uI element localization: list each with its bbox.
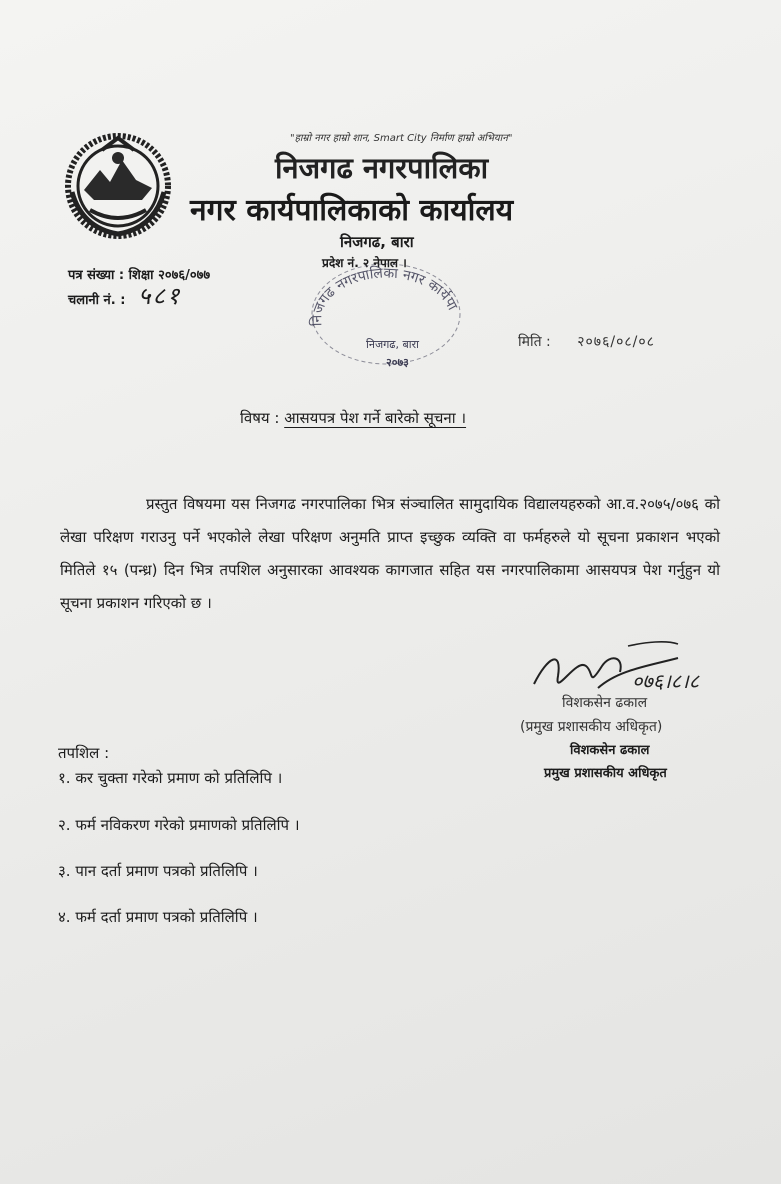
subject-line (240, 408, 466, 428)
signatory-title: (प्रमुख प्रशासकीय अधिकृत) (520, 719, 663, 735)
reference-block (68, 266, 210, 311)
list-item: १. कर चुक्ता गरेको प्रमाण को प्रतिलिपि । (58, 769, 283, 787)
office-seal-stamp (300, 262, 470, 374)
subject-label: विषय : (240, 409, 280, 427)
municipality-emblem-logo (62, 130, 174, 242)
list-item: २. फर्म नविकरण गरेको प्रमाणको प्रतिलिपि । (58, 816, 300, 834)
chalani-label: चलानी नं. : (68, 293, 126, 308)
list-item: ३. पान दर्ता प्रमाण पत्रको प्रतिलिपि । (58, 862, 258, 880)
patra-sankhya-label: पत्र संख्या : (68, 268, 125, 283)
signature-handwritten-date: ०७६।८।८ (632, 669, 700, 693)
office-name: नगर कार्यपालिकाको कार्यालय (190, 193, 514, 228)
chalani-row (68, 282, 210, 311)
chalani-value: ५८१ (137, 282, 182, 310)
address-city: निजगढ, बारा (340, 233, 414, 251)
address-province: प्रदेश नं. २ नेपाल । (322, 256, 407, 270)
tapashil-heading: तपशिल : (58, 744, 110, 762)
date-label: मिति : (518, 334, 551, 350)
subject-text: आसयपत्र पेश गर्ने बारेको सूचना । (284, 409, 467, 427)
seal-year: २०७३ (386, 356, 409, 369)
stamp-signatory-title: प्रमुख प्रशासकीय अधिकृत (544, 766, 667, 781)
notice-body: प्रस्तुत विषयमा यस निजगढ नगरपालिका भित्र संञ्चालित सामुदायिक विद्यालयहरुको आ.व.२०७५/०७६ को लेखा परिक्षण गराउनु पर्ने भएकोले लेखा परिक्षण अनुमति प्राप्त इच्छुक व्यक्ति वा फर्महरुले यो सूचना प्रकाशन भएको मितिले १५ (पन्ध्र) दिन भित्र तपशिल अनुसारका आवश्यक कागजात सहित यस नगरपालिकामा आसयपत्र पेश गर्नुहुन यो सूचना प्रकाशन गरिएको छ । (60, 495, 720, 612)
date-row (518, 332, 655, 351)
seal-place: निजगढ, बारा (366, 338, 419, 351)
municipality-name: निजगढ नगरपालिका (275, 151, 489, 185)
letterhead-tagline: "हाम्रो नगर हाम्रो शान, Smart City निर्माण हाम्रो अभियान" (290, 133, 513, 144)
patra-sankhya-value: शिक्षा २०७६/०७७ (128, 268, 211, 283)
seal-ring-text: निजगढ नगरपालिका नगर कार्यपा (309, 265, 461, 327)
list-item: ४. फर्म दर्ता प्रमाण पत्रको प्रतिलिपि । (58, 908, 258, 926)
stamp-signatory-name: विशकसेन ढकाल (570, 743, 650, 758)
signatory-name: विशकसेन ढकाल (562, 695, 648, 711)
date-value: २०७६/०८/०८ (577, 334, 655, 350)
svg-text:निजगढ नगरपालिका नगर कार्यपालिक (300, 262, 461, 326)
